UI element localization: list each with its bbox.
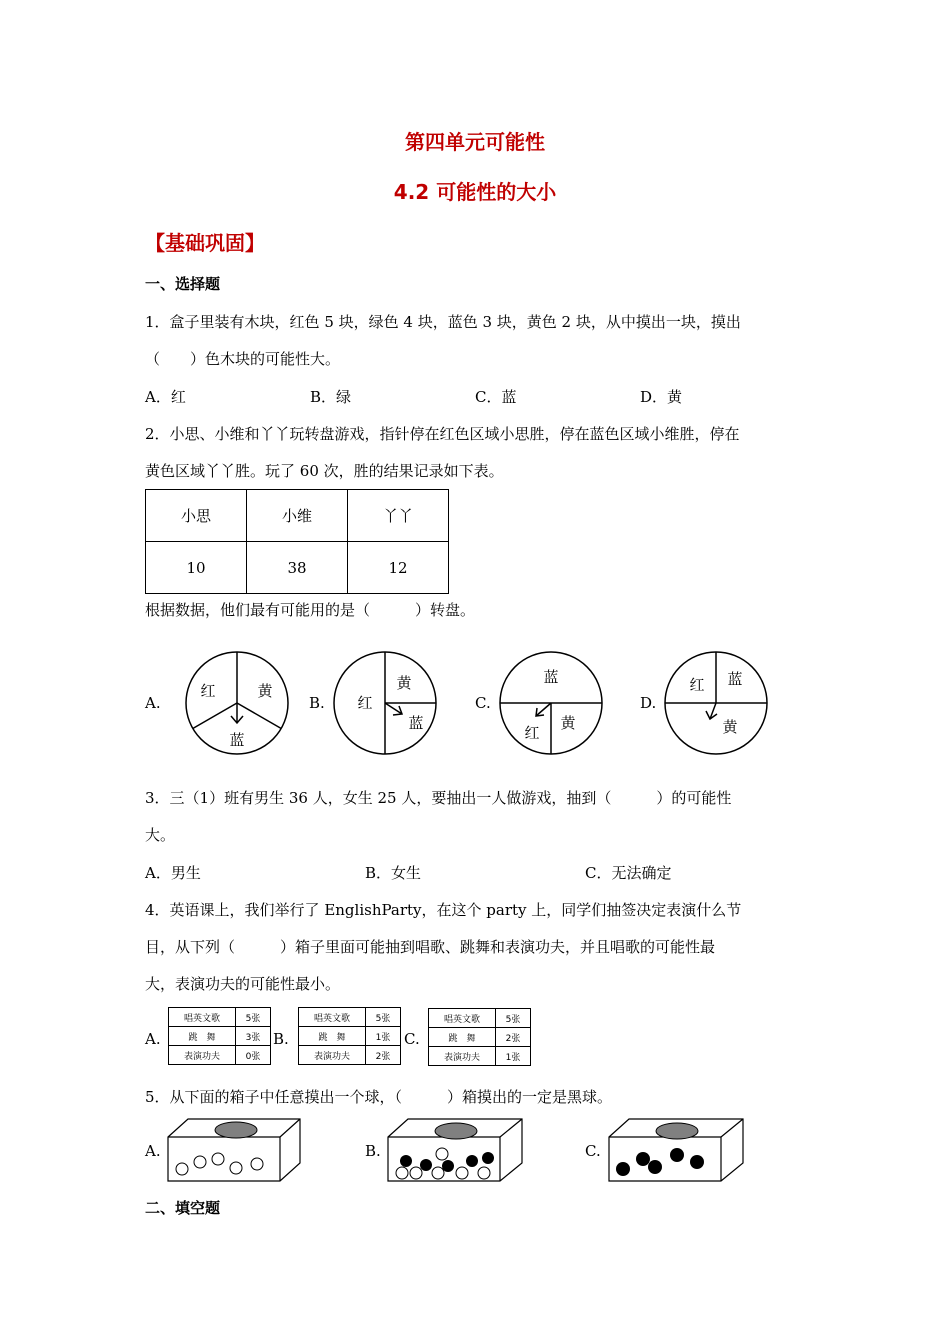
q2-option-c[interactable]: C.: [475, 694, 491, 712]
label-yellow: 黄: [396, 674, 412, 692]
q3-line1: 3．三（1）班有男生 36 人，女生 25 人，要抽出一人做游戏，抽到（ ）的可能性: [145, 789, 732, 807]
label-blue: 蓝: [408, 714, 424, 732]
table-cell: 唱英文歌: [429, 1009, 496, 1028]
q4-line3: 大，表演功夫的可能性最小。: [145, 975, 341, 993]
q3-option-c[interactable]: C．无法确定: [585, 864, 672, 882]
table-cell: 表演功夫: [429, 1047, 496, 1066]
table-cell: 38: [247, 542, 348, 594]
label-yellow: 黄: [560, 714, 576, 732]
ball-box-a: [166, 1117, 304, 1185]
table-cell: 唱英文歌: [169, 1008, 236, 1027]
results-table-wrap: [145, 489, 449, 594]
q4-option-c[interactable]: C.: [404, 1030, 420, 1048]
q3-line2: 大。: [145, 826, 176, 844]
q4-line2: 目，从下列（ ）箱子里面可能抽到唱歌、跳舞和表演功夫，并且唱歌的可能性最: [145, 938, 716, 956]
black-ball: [648, 1160, 662, 1174]
q2-option-b[interactable]: B.: [309, 694, 325, 712]
table-row: [429, 1009, 531, 1028]
box-hole: [215, 1122, 257, 1138]
table-row: [146, 542, 449, 594]
table-cell: 0张: [236, 1046, 271, 1065]
white-ball: [396, 1167, 408, 1179]
white-ball: [194, 1156, 206, 1168]
white-ball: [251, 1158, 263, 1170]
box-hole: [656, 1123, 698, 1139]
label-blue: 蓝: [727, 670, 743, 688]
table-header-cell: 小维: [247, 490, 348, 542]
q5-option-a[interactable]: A.: [145, 1142, 161, 1160]
table-cell: 5张: [236, 1008, 271, 1027]
q1-option-c[interactable]: C．蓝: [475, 388, 517, 406]
label-blue: 蓝: [229, 731, 245, 749]
label-yellow: 黄: [722, 718, 738, 736]
black-ball: [690, 1155, 704, 1169]
table-row: [169, 1046, 271, 1065]
q2-line3: 根据数据，他们最有可能用的是（ ）转盘。: [145, 601, 476, 619]
q2-line2: 黄色区域丫丫胜。玩了 60 次，胜的结果记录如下表。: [145, 462, 504, 480]
table-cell: 10: [146, 542, 247, 594]
fill-in-heading: 二、填空题: [145, 1199, 221, 1217]
table-cell: 5张: [366, 1008, 401, 1027]
table-cell: 1张: [366, 1027, 401, 1046]
q1-option-a[interactable]: A．红: [145, 388, 186, 406]
table-cell: 唱英文歌: [299, 1008, 366, 1027]
lesson-subtitle: 4.2 可能性的大小: [393, 180, 557, 204]
table-cell: 3张: [236, 1027, 271, 1046]
lottery-table-b: [298, 1007, 401, 1065]
q2-line1: 2．小思、小维和丫丫玩转盘游戏，指针停在红色区域小思胜，停在蓝色区域小维胜，停在: [145, 425, 740, 443]
table-row: [299, 1027, 401, 1046]
label-red: 红: [689, 676, 705, 694]
label-blue: 蓝: [543, 668, 559, 686]
black-ball: [420, 1159, 432, 1171]
q4-option-b[interactable]: B.: [273, 1030, 289, 1048]
table-row: [169, 1008, 271, 1027]
ball-box-b: [386, 1117, 526, 1185]
table-cell: 跳 舞: [299, 1027, 366, 1046]
q1-line2: （ ）色木块的可能性大。: [145, 350, 341, 368]
black-ball: [670, 1148, 684, 1162]
q3-option-b[interactable]: B．女生: [365, 864, 422, 882]
black-ball: [636, 1152, 650, 1166]
box-hole: [435, 1123, 477, 1139]
q4-option-a[interactable]: A.: [145, 1030, 161, 1048]
table-cell: 2张: [366, 1046, 401, 1065]
q1-option-b[interactable]: B．绿: [310, 388, 352, 406]
q1-line1: 1．盒子里装有木块，红色 5 块，绿色 4 块，蓝色 3 块，黄色 2 块，从中摸出一块，摸出: [145, 313, 741, 331]
table-cell: 跳 舞: [169, 1027, 236, 1046]
white-ball: [432, 1167, 444, 1179]
white-ball: [410, 1167, 422, 1179]
black-ball: [482, 1152, 494, 1164]
white-ball: [176, 1163, 188, 1175]
table-header-row: [146, 490, 449, 542]
white-ball: [456, 1167, 468, 1179]
ball-box-c: [607, 1117, 747, 1185]
table-row: [429, 1047, 531, 1066]
table-row: [299, 1046, 401, 1065]
white-ball: [478, 1167, 490, 1179]
table-row: [169, 1027, 271, 1046]
label-red: 红: [357, 694, 373, 712]
lottery-table-c: [428, 1008, 531, 1066]
q4-line1: 4．英语课上，我们举行了 EnglishParty，在这个 party 上，同学们抽签决定表演什么节: [145, 901, 742, 919]
spinner-b[interactable]: [330, 648, 440, 758]
label-yellow: 黄: [257, 682, 273, 700]
white-ball: [212, 1153, 224, 1165]
table-row: [299, 1008, 401, 1027]
table-row: [429, 1028, 531, 1047]
q5-line1: 5．从下面的箱子中任意摸出一个球，（ ）箱摸出的一定是黑球。: [145, 1088, 613, 1106]
table-cell: 跳 舞: [429, 1028, 496, 1047]
table-header-cell: 小思: [146, 490, 247, 542]
q1-option-d[interactable]: D．黄: [640, 388, 683, 406]
q5-option-b[interactable]: B.: [365, 1142, 381, 1160]
black-ball: [400, 1155, 412, 1167]
choice-heading: 一、选择题: [145, 275, 221, 293]
lottery-table-a: [168, 1007, 271, 1065]
q3-option-a[interactable]: A．男生: [145, 864, 201, 882]
q2-option-a[interactable]: A.: [145, 694, 161, 712]
q2-option-d[interactable]: D.: [640, 694, 657, 712]
spinner-c[interactable]: [496, 648, 606, 758]
black-ball: [616, 1162, 630, 1176]
table-cell: 2张: [496, 1028, 531, 1047]
table-cell: 1张: [496, 1047, 531, 1066]
table-cell: 12: [348, 542, 449, 594]
q5-option-c[interactable]: C.: [585, 1142, 601, 1160]
table-cell: 表演功夫: [169, 1046, 236, 1065]
label-red: 红: [524, 724, 540, 742]
table-header-cell: 丫丫: [348, 490, 449, 542]
results-table: [145, 489, 449, 594]
label-red: 红: [200, 682, 216, 700]
white-ball: [436, 1148, 448, 1160]
black-ball: [466, 1155, 478, 1167]
white-ball: [230, 1162, 242, 1174]
section-heading: 【基础巩固】: [145, 231, 265, 255]
table-cell: 表演功夫: [299, 1046, 366, 1065]
spinner-a[interactable]: [182, 648, 292, 758]
table-cell: 5张: [496, 1009, 531, 1028]
spinner-d[interactable]: [661, 648, 771, 758]
page-title: 第四单元可能性: [405, 130, 545, 154]
